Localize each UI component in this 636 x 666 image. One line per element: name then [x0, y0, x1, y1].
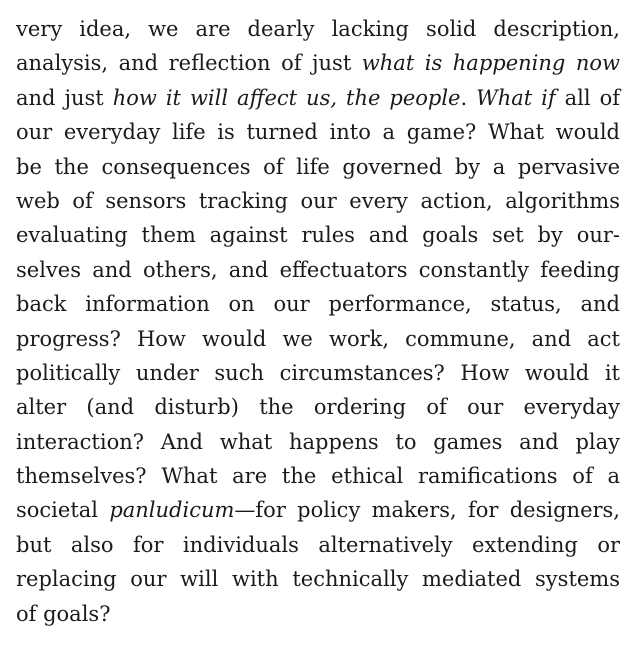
italic-text-run: what is happening now [361, 51, 620, 76]
text-run: back information on our performance, status, and [16, 292, 620, 317]
text-run: interaction? And what happens to games and play [16, 429, 620, 454]
text-run: all of [555, 85, 621, 110]
text-line [16, 115, 620, 149]
text-run: and just [16, 85, 113, 110]
text-run: . [460, 85, 477, 110]
text-line [16, 459, 620, 493]
text-run: analysis, and reflection of just [16, 51, 362, 76]
text-run: politically under such circumstances? How would it [16, 360, 620, 385]
text-run: web of sensors tracking our every action, algorithms [16, 188, 620, 213]
italic-text-run: how it will affect us, the people [112, 85, 461, 110]
text-line [16, 597, 620, 631]
text-line [16, 562, 620, 596]
text-run: replacing our will with technically mediated systems [16, 567, 620, 592]
text-line [16, 253, 620, 287]
text-run: but also for individuals alternatively extending or [16, 532, 620, 557]
italic-text-run: What if [476, 85, 556, 110]
text-run: societal [16, 498, 110, 523]
text-line [16, 12, 620, 46]
text-line [16, 493, 620, 527]
text-line [16, 356, 620, 390]
text-line [16, 184, 620, 218]
text-run: of goals? [16, 601, 111, 626]
text-run: alter (and disturb) the ordering of our everyday [16, 395, 620, 420]
text-run: very idea, we are dearly lacking solid description, [16, 17, 620, 41]
text-line [16, 46, 620, 80]
text-run: —for policy makers, for designers, [234, 498, 620, 523]
text-run: themselves? What are the ethical ramifications of a [16, 464, 620, 489]
text-line [16, 390, 620, 424]
paragraph-lines [16, 12, 620, 631]
text-run: progress? How would we work, commune, and act [16, 326, 620, 351]
text-line [16, 528, 620, 562]
text-line [16, 322, 620, 356]
text-run: our everyday life is turned into a game? What would [16, 120, 620, 145]
text-run: selves and others, and effectuators constantly feeding [16, 257, 620, 282]
text-run: be the consequences of life governed by a pervasive [16, 154, 620, 179]
text-line [16, 81, 620, 115]
text-line [16, 218, 620, 252]
text-line [16, 150, 620, 184]
text-run: evaluating them against rules and goals set by our- [16, 223, 620, 248]
text-line [16, 287, 620, 321]
body-text-paragraph [16, 12, 620, 631]
italic-text-run: panludicum [109, 498, 235, 523]
text-line [16, 425, 620, 459]
